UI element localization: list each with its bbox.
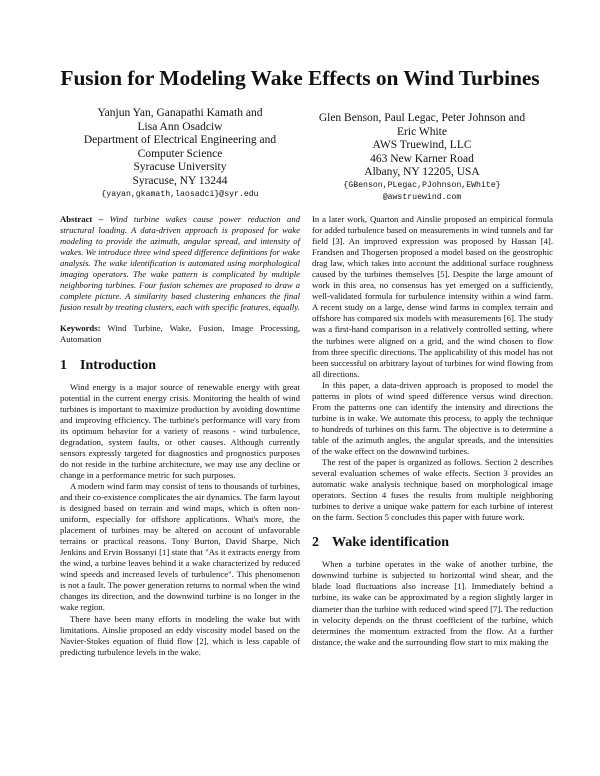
paragraph: In this paper, a data-driven approach is proposed to model the patterns in plots of wind speed difference versus wind direction. From the patterns one can identify the intensity and directions the turbine is in wake. We automate this process, to apply the technique to hundreds of turbines on this farm. The objective is to determine a table of the azimuth angles, the angular spreads, and the intensities of the wake effect on the downwind turbines. [312,379,553,456]
author-university: Syracuse University [133,161,227,174]
paragraph: A modern wind farm may consist of tens to thousands of turbines, and their co-existence complicates the air dynamics. The farm layout is designed based on terrain and wind maps, which is often non-uniform, especially for offshore applications. What's more, the placement of turbines may be altered on account of unfavorable terrains or practical reasons. Tony Burton, David Sharpe, Nich Jenkins and Ervin Bossanyi [1] state that "As it extracts energy from the wind, a turbine leaves behind it a wake characterized by reduced wind speeds and increased levels of turbulence". This phenomenon is not a fault. The power generation returns to normal when the wind changes its direction, and the downwind turbine is no longer in the wake region. [60,480,300,613]
keywords-label: Keywords: [60,323,101,334]
section-number: 2 [312,535,319,551]
left-column [60,214,300,658]
paragraph: In a later work, Quarton and Ainslie proposed an empirical formula for added turbulence based on measurements in wind tunnels and far field [3]. An improved expression was proposed by Hassan [4]. Frandsen and Thogersen proposed a model based on the geostrophic drag law, which takes into account the additional surface roughness caused by the turbines themselves [5]. Despite the large amount of work in this area, no consensus has yet emerged on a sufficiently, well-validated formula for turbulence intensity within a wind farm. A recent study on a large, dense wind farms in complex terrain and offshore has compared six models with measurements [6]. The study was a first-hand comparison in a relatively controlled setting, where the turbines were aligned on a grid, and the wind chosen to flow from three specific directions. The applicability of this model has not been successful on arbitrary layout of turbines for wind flowing from all directions. [312,214,553,379]
section-title: Introduction [80,357,156,373]
keywords-text: Wind Turbine, Wake, Fusion, Image Processing, Automation [60,323,300,345]
abstract-label: Abstract – [60,214,104,224]
author-email: @awstruewind.com [382,192,462,202]
author-names: Yanjun Yan, Ganapathi Kamath and [97,107,263,119]
section-heading-wake-identification [312,535,553,551]
paragraph: The rest of the paper is organized as follows. Section 2 describes several evaluation schemes of wake effects. Section 3 provides an automatic wake analysis technique based on morphological image operators. Section 4 fuses the results from multiple neighboring turbines to derive a unique wake pattern for each turbine of interest on the farm. Section 5 concludes this paper with future work. [312,457,553,523]
author-city: Syracuse, NY 13244 [132,174,228,187]
paragraph: There have been many efforts in modeling the wake but with limitations. Ainslie proposed an eddy viscosity model based on the Navier-Stokes equation of fluid flow [2], which is less capable of predicting turbulence levels in the wake. [60,613,300,657]
author-email: {yayan,gkamath,laosadci}@syr.edu [101,189,259,199]
section-number: 1 [60,357,67,373]
paragraph: Wind energy is a major source of renewable energy with great potential in the current energy crisis. Monitoring the health of wind turbines is important to maximize production by avoiding downtime and improving efficiency. The turbine's performance will vary from its optimum behavior for a variety of reasons - wind turbulence, degradation, system faults, or other causes. Although currently sensors expressly targeted for diagnostics and prognostics purposes do not reside in the turbine architecture, we may use any decline or change in a performance metric for such purposes. [60,381,300,480]
section-heading-introduction [60,358,300,374]
author-company: AWS Truewind, LLC [372,139,472,152]
right-column [312,214,553,648]
author-names: Glen Benson, Paul Legac, Peter Johnson and [318,112,526,124]
author-names: Lisa Ann Osadciw [137,120,223,133]
keywords [60,323,300,345]
author-block-awstruewind [298,112,546,204]
paper-title: Fusion for Modeling Wake Effects on Wind Turbines [60,66,540,90]
abstract [60,214,300,313]
author-email: {GBenson,PLegac,PJohnson,EWhite} [343,180,501,190]
author-block-syracuse [60,107,300,201]
paragraph: When a turbine operates in the wake of another turbine, the downwind turbine is subjected to horizontal wind shear, and the blade load fluctuations also increase [1]. Immediately behind a turbine, its wake can be approximated by a region slightly larger in diameter than the turbine with reduced wind speed [7]. The reduction in velocity depends on the thrust coefficient of the turbine, which determines the momentum extracted from the flow. At a further distance, the wake and the surrounding flow start to mix making the [312,559,553,647]
author-department: Department of Electrical Engineering and [83,134,277,147]
author-names: Eric White [397,125,447,138]
abstract-text: Wind turbine wakes cause power reduction and structural loading. A data-driven approach is proposed for wake modeling to provide the azimuth, angular spread, and intensity of wakes. We introduce three wind speed difference definitions for wake analysis. The wake identification is automated using morphological imaging operators. The wake pattern is complicated by multiple neighboring turbines. Four fusion schemes are proposed to draw a complete picture. A similarity based clustering enhances the final fusion result by treating clusters, each with specific features, equally. [60,214,301,313]
author-department: Computer Science [137,147,223,160]
author-city: Albany, NY 12205, USA [364,166,480,179]
author-street: 463 New Karner Road [370,152,474,165]
section-title: Wake identification [332,535,450,551]
